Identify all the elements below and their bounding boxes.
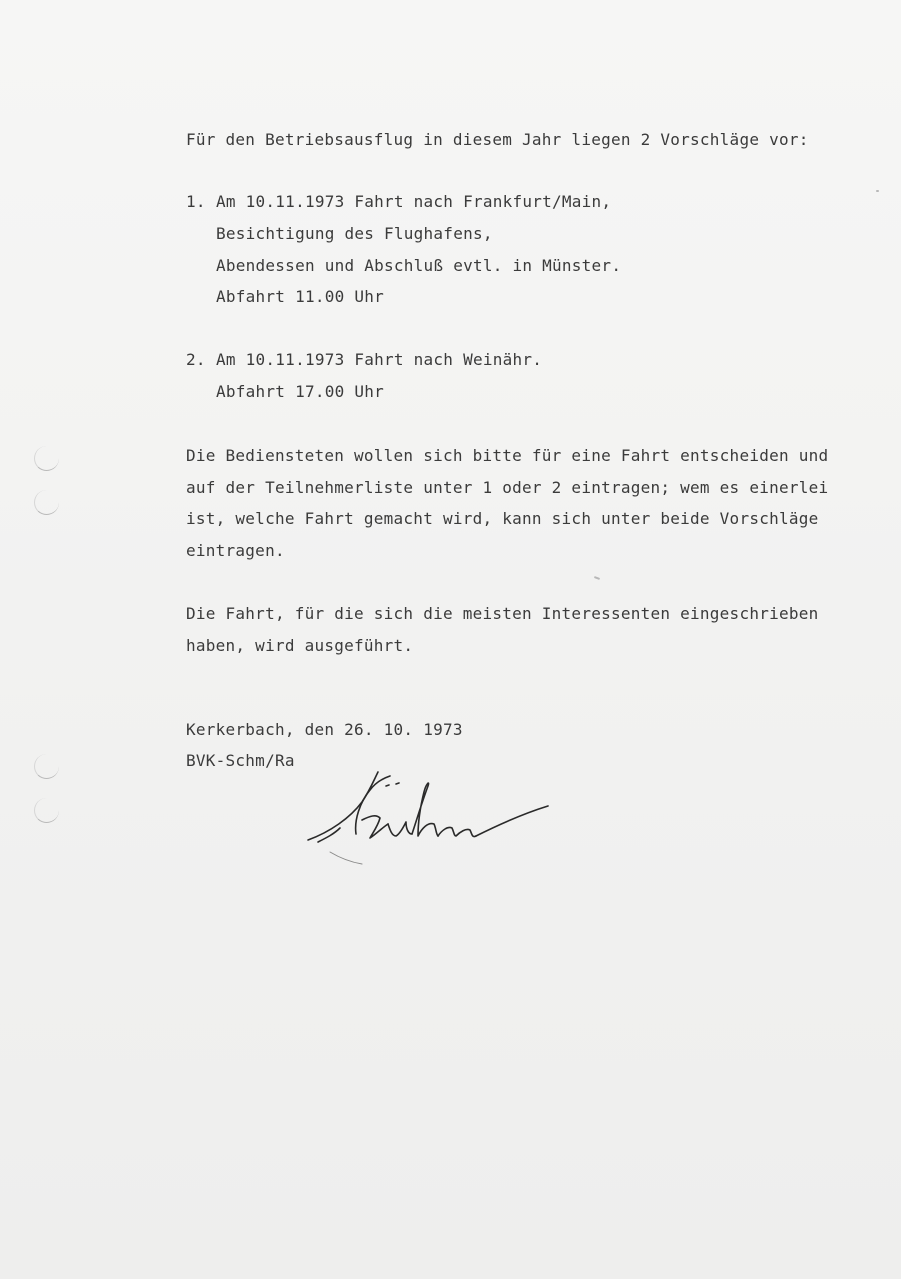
proposal-1-line: Abfahrt 11.00 Uhr — [216, 287, 385, 306]
reference-code: BVK-Schm/Ra — [186, 751, 295, 770]
paper-speck — [876, 190, 879, 192]
proposal-1-line: Abendessen und Abschluß evtl. in Münster. — [216, 256, 622, 275]
intro-line: Für den Betriebsausflug in diesem Jahr liegen 2 Vorschläge vor: — [186, 130, 809, 149]
proposal-1-number: 1. — [186, 192, 206, 211]
proposal-1-line: Besichtigung des Flughafens, — [216, 224, 493, 243]
punch-hole-4 — [34, 798, 59, 823]
paragraph-1-line: ist, welche Fahrt gemacht wird, kann sich unter beide Vorschläge — [186, 509, 819, 528]
paragraph-1-line: eintragen. — [186, 541, 285, 560]
paragraph-1-line: auf der Teilnehmerliste unter 1 oder 2 eintragen; wem es einerlei — [186, 478, 829, 497]
punch-hole-2 — [34, 490, 59, 515]
paragraph-1-line: Die Bediensteten wollen sich bitte für eine Fahrt entscheiden und — [186, 446, 829, 465]
proposal-1-line: Am 10.11.1973 Fahrt nach Frankfurt/Main, — [216, 192, 612, 211]
proposal-2-number: 2. — [186, 350, 206, 369]
paragraph-2-line: haben, wird ausgeführt. — [186, 636, 414, 655]
punch-hole-3 — [34, 754, 59, 779]
paper-speck — [594, 576, 600, 580]
punch-hole-1 — [34, 446, 59, 471]
place-date: Kerkerbach, den 26. 10. 1973 — [186, 720, 463, 739]
paragraph-2-line: Die Fahrt, für die sich die meisten Interessenten eingeschrieben — [186, 604, 819, 623]
handwritten-signature — [300, 762, 570, 872]
proposal-2-line: Abfahrt 17.00 Uhr — [216, 382, 385, 401]
proposal-2-line: Am 10.11.1973 Fahrt nach Weinähr. — [216, 350, 543, 369]
